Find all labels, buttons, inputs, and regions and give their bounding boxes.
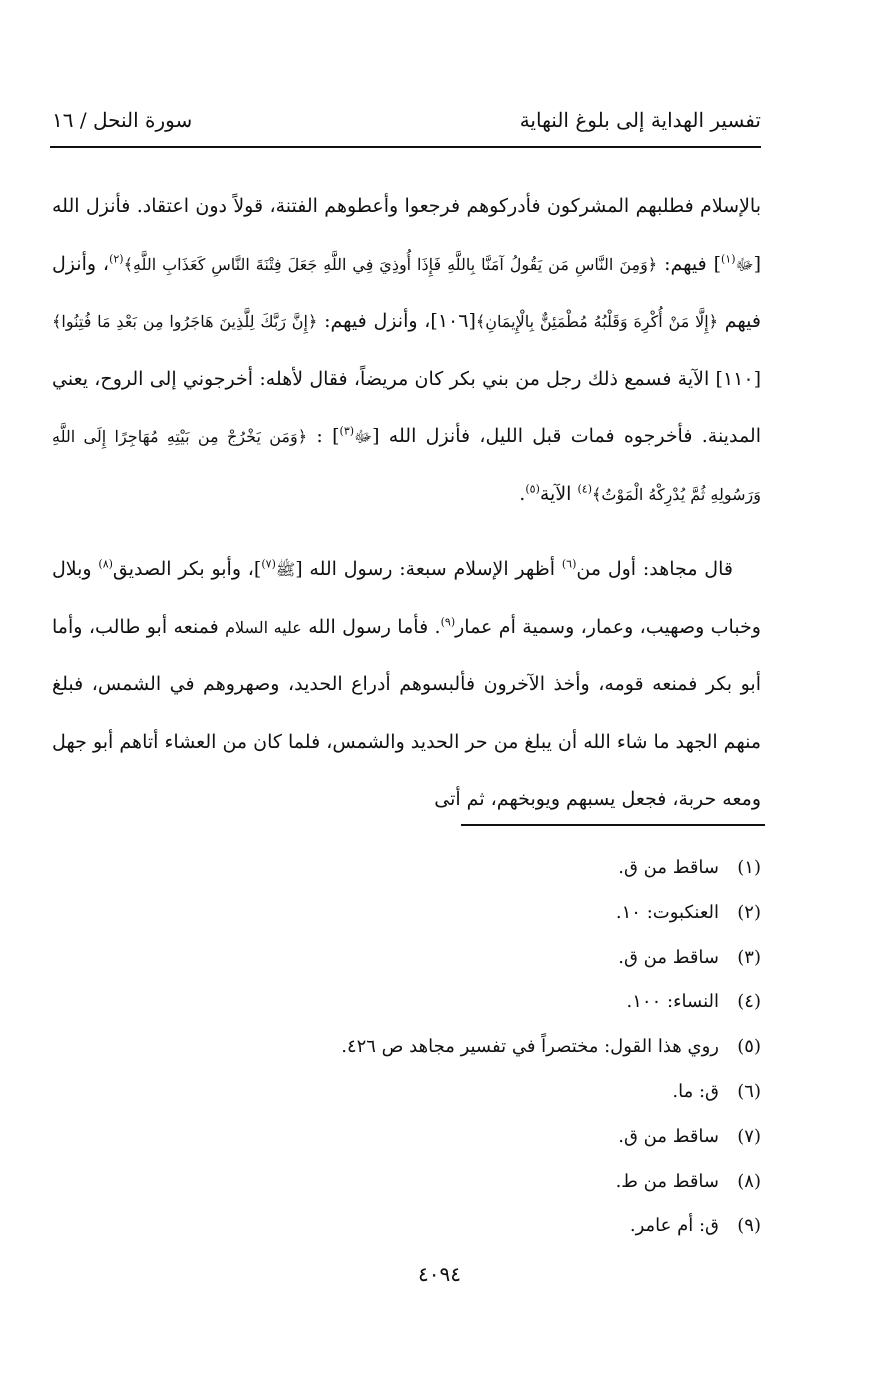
footnote-number: (١) (737, 857, 761, 878)
footnote-ref-6[interactable]: (٦) (561, 557, 577, 571)
paragraph-2 (52, 541, 761, 829)
paragraph-1 (52, 178, 761, 523)
p1-text-4: [١٠٦]، وأنزل فيهم: (317, 310, 476, 332)
footnote-text: العنكبوت: ١٠. (615, 901, 719, 923)
p2-honorific-2: عليه السلام (225, 617, 302, 637)
quran-verse-3: ﴿إِنَّ رَبَّكَ لِلَّذِينَ هَاجَرُوا مِن بَعْدِ مَا فُتِنُوا﴾ (52, 312, 318, 331)
p1-text-8: . (519, 482, 526, 505)
footnote-number: (٨) (737, 1170, 761, 1192)
footnote-text: ساقط من ق. (618, 1125, 719, 1147)
running-header (52, 108, 761, 140)
footnote-item (52, 893, 761, 938)
p1-text-2: ] فيهم: (657, 252, 721, 275)
p2-text-1: قال مجاهد: أول من (576, 558, 733, 580)
footnote-item (52, 848, 761, 893)
footnote-separator (461, 824, 765, 826)
footnote-ref-2[interactable]: (٢) (109, 252, 124, 266)
main-text (52, 178, 761, 829)
footnote-number: (٢) (737, 901, 761, 923)
header-rule (50, 146, 761, 148)
p1-honorific-1: ﷻ (735, 254, 754, 274)
footnote-item (52, 1027, 761, 1072)
footnote-number: (٣) (737, 946, 761, 968)
footnote-number: (٦) (737, 1080, 761, 1102)
footnote-item (52, 1206, 761, 1251)
p1-text-3: ، وأنزل فيهم (52, 252, 761, 332)
footnote-text: ساقط من ق. (618, 857, 719, 878)
footnote-text: روي هذا القول: مختصراً في تفسير مجاهد ص ٤٢٦. (341, 1036, 719, 1058)
p1-text-7: الآية (539, 482, 578, 505)
footnote-number: (٩) (737, 1215, 761, 1237)
footnote-item (52, 1162, 761, 1207)
footnote-ref-3[interactable]: (٣) (339, 424, 355, 438)
footnote-ref-1[interactable]: (١) (721, 252, 736, 266)
p2-text-4: وبلال وخباب وصهيب، وعمار، وسمية أم عمار (52, 558, 761, 638)
footnote-item (52, 1117, 761, 1162)
p1-honorific-2: ﷻ (354, 427, 373, 446)
p2-honorific-1: ﷺ (275, 560, 296, 579)
footnote-text: ق: ما. (672, 1080, 719, 1102)
footnote-number: (٧) (737, 1125, 761, 1147)
footnote-ref-7[interactable]: (٧) (261, 557, 276, 571)
p2-text-6: فمنعه أبو طالب، وأما أبو بكر فمنعه قومه، وأخذ الآخرون فألبسوهم أدراع الحديد، وصهروهم في الشمس، فبلغ منهم الجهد ما شاء الله أن يبلغ من حر الحديد والشمس، فلما كان من العشاء أتاهم أبو جهل ومعه حربة، فجعل يسبهم ويوبخهم، ثم أتى (52, 615, 761, 810)
p2-text-2: أظهر الإسلام سبعة: رسول الله [ (295, 558, 562, 580)
footnote-ref-9[interactable]: (٩) (440, 615, 456, 629)
book-title: تفسير الهداية إلى بلوغ النهاية (519, 108, 761, 132)
footnote-ref-8[interactable]: (٨) (98, 557, 113, 571)
quran-verse-2: ﴿إِلَّا مَنْ أُكْرِهَ وَقَلْبُهُ مُطْمَئِنٌّ بِالْإِيمَانِ﴾ (475, 312, 719, 331)
footnote-item (52, 982, 761, 1027)
footnote-text: النساء: ١٠٠. (626, 991, 719, 1013)
footnote-item (52, 938, 761, 983)
p2-text-5: . فأما رسول الله (301, 615, 441, 638)
footnote-text: ساقط من ط. (615, 1170, 719, 1192)
surah-title: سورة النحل / ١٦ (52, 108, 193, 132)
p1-text-5: [١١٠] الآية فسمع ذلك رجل من بني بكر كان مريضاً، فقال لأهله: أخرجوني إلى الروح، يعني المدينة. فأخرجوه فمات قبل الليل، فأنزل الله [ (52, 367, 761, 447)
p2-text-3: ]، وأبو بكر الصديق (112, 558, 262, 580)
footnote-text: ساقط من ق. (618, 946, 719, 968)
footnotes (52, 848, 761, 1251)
footnote-item (52, 1072, 761, 1117)
footnote-text: ق: أم عامر. (629, 1215, 719, 1237)
p1-text-6: ] : (307, 425, 340, 447)
footnote-ref-5[interactable]: (٥) (525, 482, 540, 496)
quran-verse-1: ﴿وَمِنَ النَّاسِ مَن يَقُولُ آمَنَّا بِاللَّهِ فَإِذَا أُوذِيَ فِي اللَّهِ جَعَلَ فِتْنَةَ النَّاسِ كَعَذَابِ اللَّهِ﴾ (123, 254, 658, 274)
p1-text-1: بالإسلام فطلبهم المشركون فأدركوهم فرجعوا وأعطوهم الفتنة، قولاً دون اعتقاد. فأنزل الله [ (52, 195, 761, 275)
quran-verse-4: ﴿وَمَن يَخْرُجْ مِن بَيْتِهِ مُهَاجِرًا إِلَى اللَّهِ وَرَسُولِهِ ثُمَّ يُدْرِكْهُ الْمَوْتُ﴾ (52, 427, 761, 504)
footnote-number: (٤) (737, 991, 761, 1013)
page-number: ٤٠٩٤ (418, 1262, 461, 1286)
footnote-number: (٥) (737, 1036, 761, 1058)
footnote-ref-4[interactable]: (٤) (577, 482, 593, 496)
